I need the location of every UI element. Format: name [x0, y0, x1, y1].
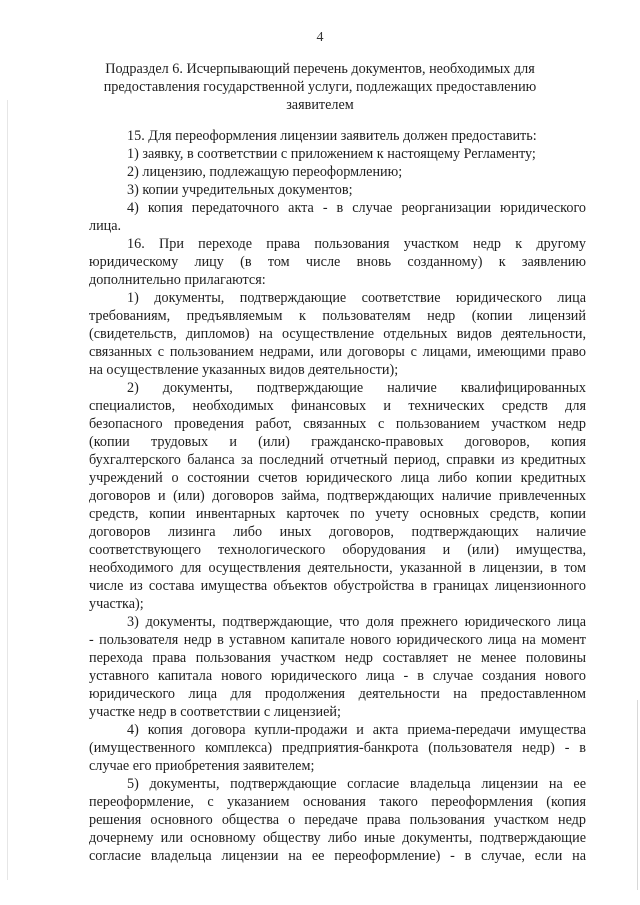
body-text-line: лица.	[89, 218, 122, 234]
body-text-line: уставного капитала нового юридического лица - в случае создания нового	[89, 668, 586, 684]
body-text-line: 1) документы, подтверждающие соответствие юридического лица	[127, 290, 586, 306]
body-text-line: юридического лица для продолжения деятельности на предоставленном	[89, 686, 586, 702]
body-text-line: - пользователя недр в уставном капитале нового юридического лица на момент	[89, 632, 586, 648]
body-text-line: необходимого для осуществления деятельности, указанной в лицензии, в том	[89, 560, 586, 576]
body-text-line: 4) копия договора купли-продажи и акта приема-передачи имущества	[127, 722, 586, 738]
section-heading-line-1: Подраздел 6. Исчерпывающий перечень документов, необходимых для	[105, 61, 535, 77]
scan-edge-left	[7, 100, 8, 880]
section-heading-line-2: предоставления государственной услуги, подлежащих предоставлению	[103, 79, 537, 95]
body-text-line: 16. При переходе права пользования участком недр к другому	[127, 236, 586, 252]
body-text-line: бухгалтерского баланса за последний отчетный период, справки из кредитных	[89, 452, 586, 468]
body-text-line: договоров и (или) договоров займа, подтверждающих наличие привлеченных	[89, 488, 586, 504]
body-text-line: 3) копии учредительных документов;	[127, 182, 353, 198]
body-text-line: (копии трудовых и (или) гражданско-правовых договоров, копия	[89, 434, 586, 450]
body-text-line: перехода права пользования участком недр составляет не менее половины	[89, 650, 586, 666]
section-heading-line-3: заявителем	[286, 97, 354, 113]
body-text-line: учреждений о состоянии счетов юридического лица либо копии кредитных	[89, 470, 586, 486]
scan-edge-right	[637, 700, 638, 890]
body-text-line: юридическому лицу (в том числе вновь созданному) к заявлению	[89, 254, 586, 270]
body-text-line: 2) документы, подтверждающие наличие квалифицированных	[127, 380, 586, 396]
body-text-line: числе из состава имущества объектов обустройства в границах лицензионного	[89, 578, 586, 594]
body-text-line: дочернему или основному обществу либо иные документы, подтверждающие	[89, 830, 586, 846]
body-text-line: случае его приобретения заявителем;	[89, 758, 315, 774]
body-text-line: 15. Для переоформления лицензии заявитель должен предоставить:	[127, 128, 537, 144]
body-text-line: связанных с пользованием недрами, или договоры с лицами, имеющими право	[89, 344, 586, 360]
body-text-line: 4) копия передаточного акта - в случае реорганизации юридического	[127, 200, 586, 216]
body-text-line: 5) документы, подтверждающие согласие владельца лицензии на ее	[127, 776, 586, 792]
body-text-line: 2) лицензию, подлежащую переоформлению;	[127, 164, 403, 180]
body-text-line: на осуществление указанных видов деятельности);	[89, 362, 399, 378]
body-text-line: соответствующего технологического оборудования и (или) имущества,	[89, 542, 586, 558]
body-text-line: (имущественного комплекса) предприятия-банкрота (пользователя недр) - в	[89, 740, 586, 756]
body-text-line: решения основного общества о передаче права пользования участком недр	[89, 812, 586, 828]
body-text-line: договоров лизинга либо иных договоров, подтверждающих наличие	[89, 524, 586, 540]
page-number: 4	[316, 30, 324, 45]
body-text-line: переоформление, с указанием основания такого переоформления (копия	[89, 794, 586, 810]
body-text-line: средств, копии инвентарных карточек по учету основных средств, копии	[89, 506, 586, 522]
body-text-line: участке недр в соответствии с лицензией;	[89, 704, 341, 720]
body-text-line: 3) документы, подтверждающие, что доля прежнего юридического лица	[127, 614, 586, 630]
body-text-line: (свидетельств, дипломов) на осуществление отдельных видов деятельности,	[89, 326, 586, 342]
body-text-line: требованиям, предъявляемым к пользователям недр (копии лицензий	[89, 308, 586, 324]
body-text-line: безопасного проведения работ, связанных с пользованием участком недр	[89, 416, 586, 432]
body-text-line: 1) заявку, в соответствии с приложением к настоящему Регламенту;	[127, 146, 536, 162]
body-text-line: специалистов, необходимых финансовых и технических средств для	[89, 398, 586, 414]
body-text-line: согласие владельца лицензии на ее переоформление) - в случае, если на	[89, 848, 586, 864]
body-text-line: дополнительно прилагаются:	[89, 272, 266, 288]
body-text-line: участка);	[89, 596, 144, 612]
